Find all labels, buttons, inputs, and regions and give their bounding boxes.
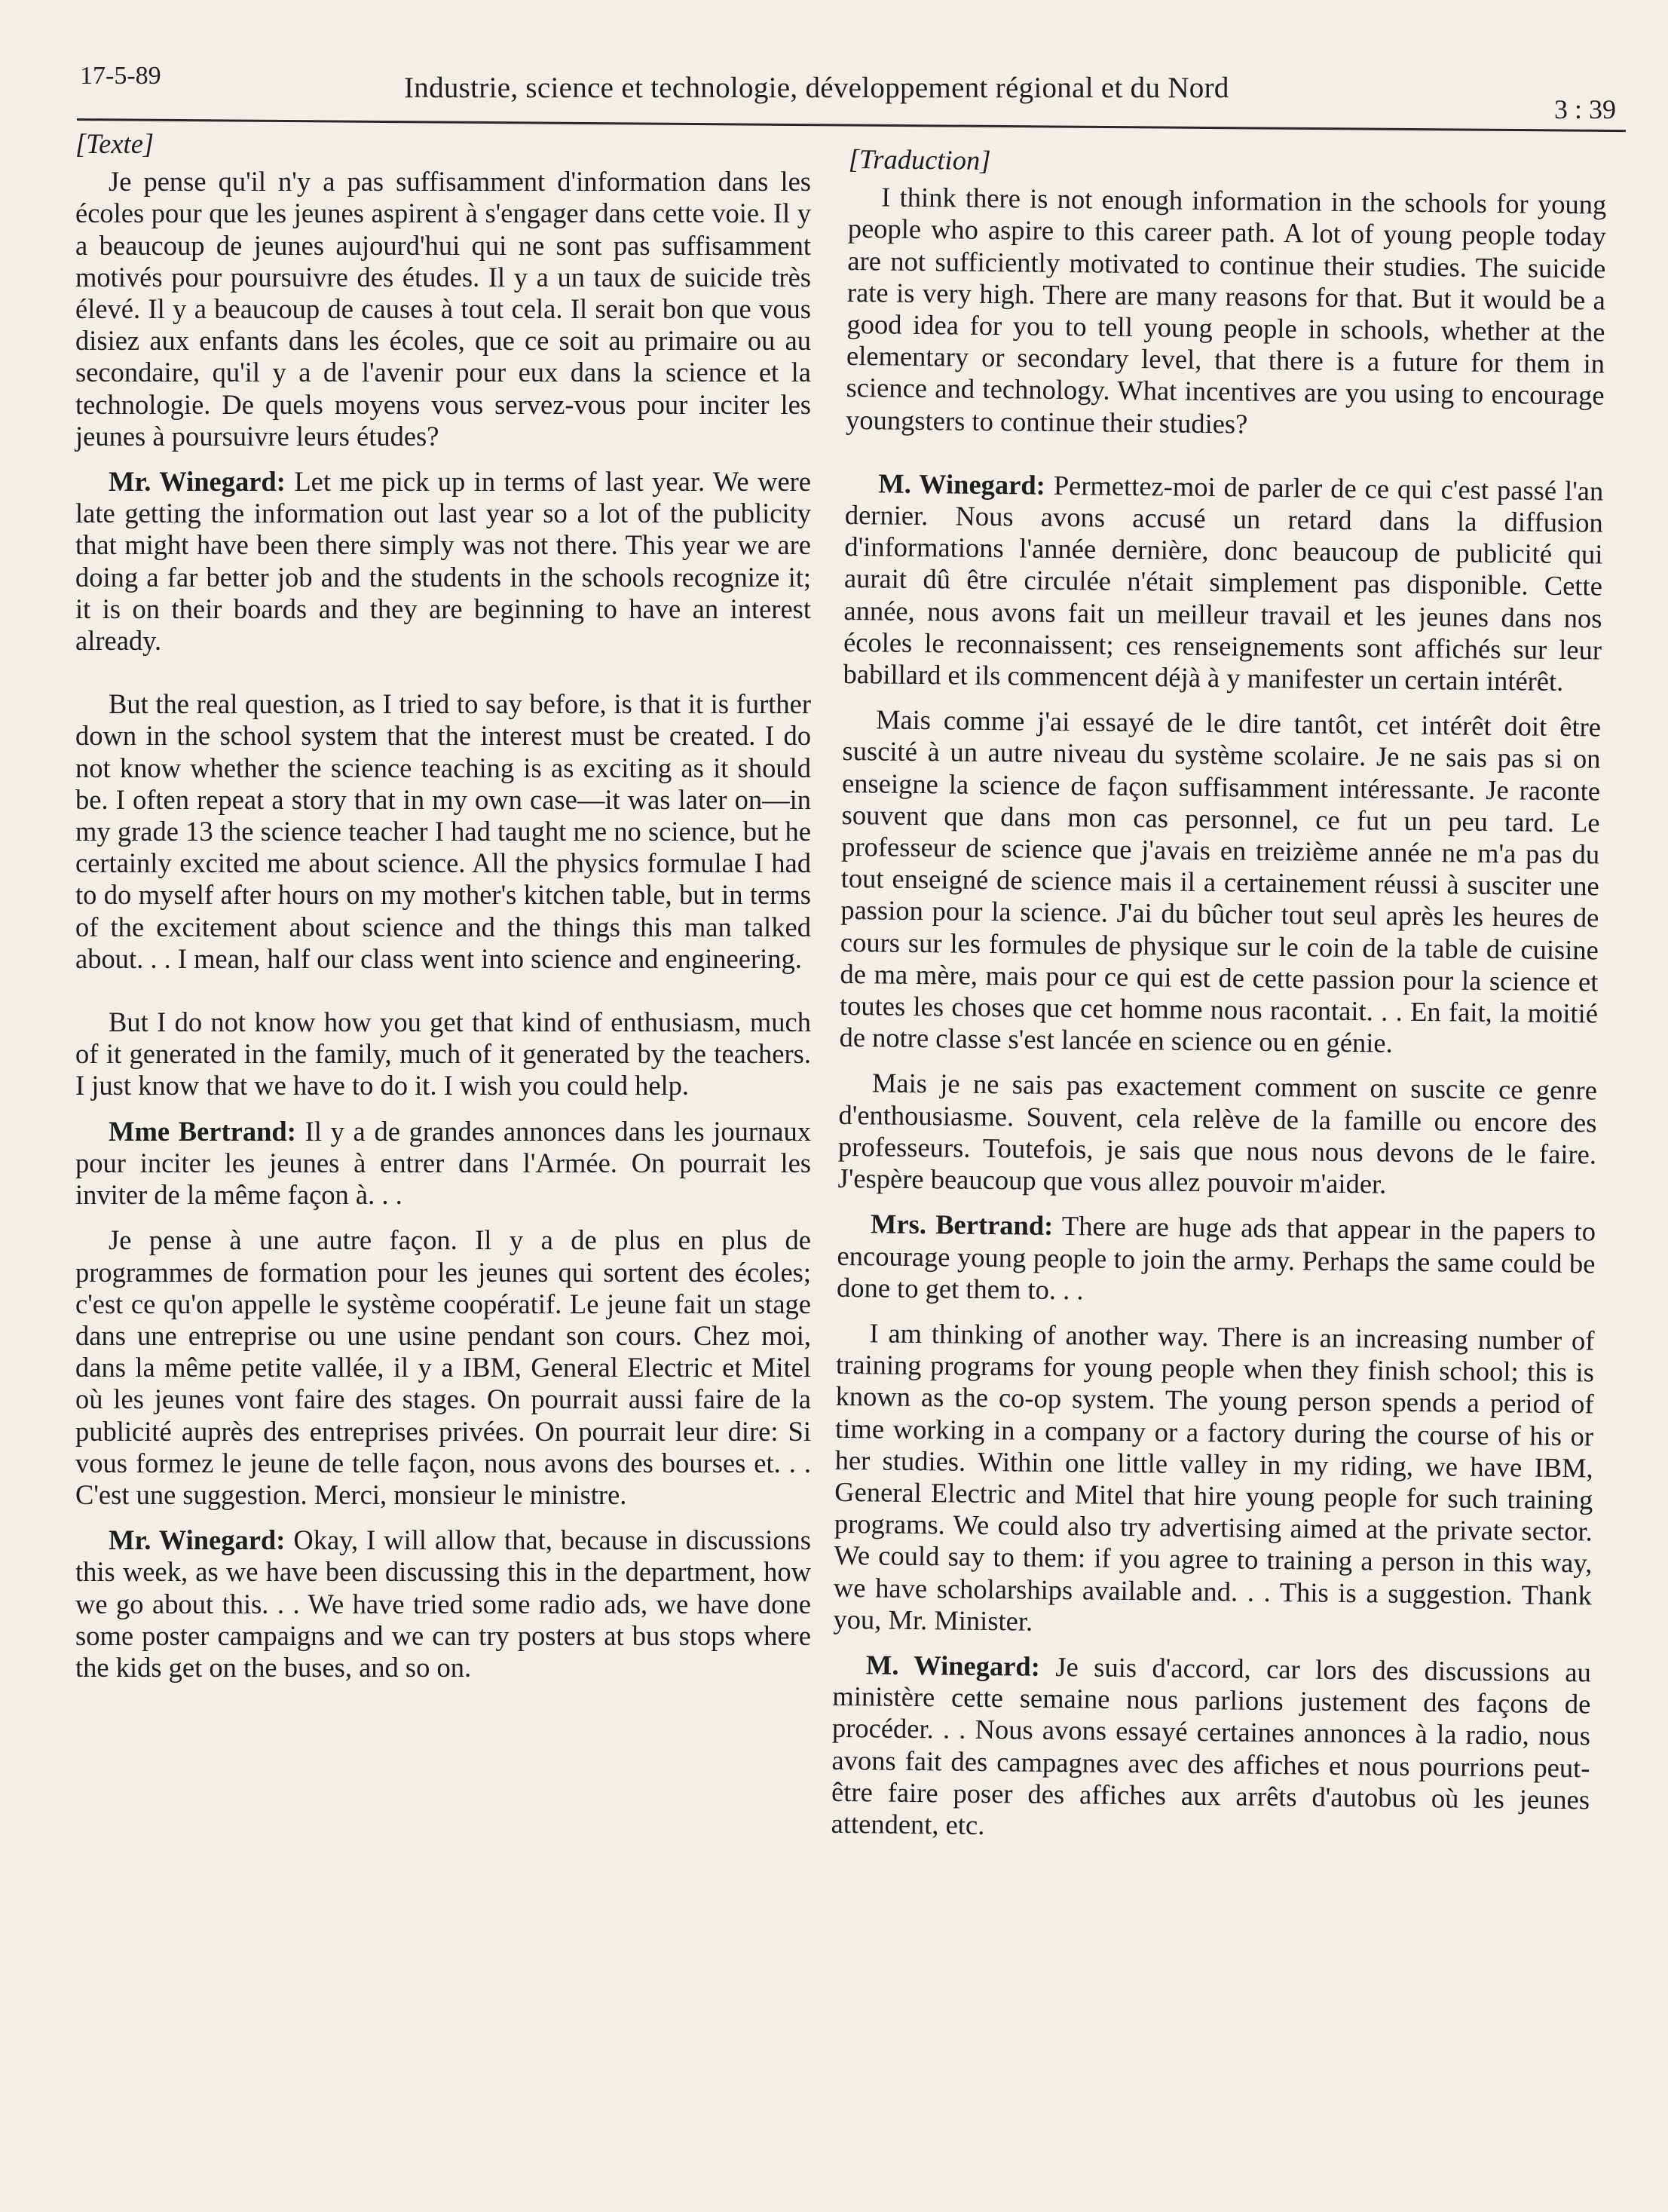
header-date: 17-5-89: [80, 62, 161, 90]
paragraph: [837, 1067, 1597, 1202]
left-column-label: [Texte]: [75, 128, 155, 159]
header-title: Industrie, science et technologie, développement régional et du Nord: [404, 72, 1229, 104]
paragraph-text: Let me pick up in terms of last year. We were late getting the information out last year so a lot of the publicity that might have been there simply was not there. This year we are doing a far better job and the students in the schools recognize it; it is on their boards and they are beginning to have an interest already.: [75, 466, 812, 657]
paragraph-text: I am thinking of another way. There is an increasing number of training programs for young people when they finish school; this is known as the co-op system. The young person spends a period of time working in a company or a factory during the course of his or her studies. Within one little valley in my riding, we have IBM, General Electric and Mitel that hire young people for such training programs. We could also try advertising aimed at the private sector. We could say to them: if you agree to training a person in this way, we have scholarships available and. . . This is a suggestion. Thank you, Mr. Minister.: [833, 1317, 1595, 1637]
speaker-name: Mrs. Bertrand:: [870, 1208, 1054, 1242]
paragraph: [843, 467, 1603, 698]
speaker-name: M. Winegard:: [865, 1649, 1041, 1682]
paragraph-text: But I do not know how you get that kind of enthusiasm, much of it generated in the family, much of it generated by the teachers. I just know that we have to do it. I wish you could help.: [75, 1006, 811, 1101]
paragraph: [75, 166, 811, 452]
page-number: 3 : 39: [1554, 94, 1617, 124]
paragraph-text: Mais je ne sais pas exactement comment on suscite ce genre d'enthousiasme. Souvent, cela relève de la famille ou encore des professeurs. Toutefois, je sais que nous nous devons de le faire. J'espère beaucoup que vous allez pouvoir m'aider.: [837, 1067, 1598, 1199]
paragraph-text: But the real question, as I tried to say before, is that it is further down in the school system that the interest must be created. I do not know whether the science teaching is as exciting as it should be. I often repeat a story that in my own case—it was later on—in my grade 13 the science teacher I had taught me no science, but he certainly excited me about science. All the physics formulae I had to do myself after hours on my mother's kitchen table, but in terms of the excitement about science and the things this man talked about. . . I mean, half our class went into science and engineering.: [75, 688, 811, 974]
paragraph-text: Okay, I will allow that, because in discussions this week, as we have been discussing this in the department, how we go about this. . . We have tried some radio ads, we have done some poster campaigns and we can try posters at bus stops where the kids get on the buses, and so on.: [75, 1524, 811, 1683]
paragraph: [833, 1317, 1594, 1644]
paragraph: [75, 1224, 811, 1511]
paragraph-text: Je suis d'accord, car lors des discussions au ministère cette semaine nous parlions justement des façons de procéder. . . Nous avons essayé certaines annonces à la radio, nous avons fait des campagnes avec des affiches et nous pourrions peut-être faire poser des affiches aux arrêts d'autobus où les jeunes attendent, etc.: [831, 1650, 1592, 1840]
speaker-name: Mr. Winegard:: [109, 1524, 286, 1556]
paragraph-text: Permettez-moi de parler de ce qui c'est passé l'an dernier. Nous avons accusé un retard dans la diffusion d'informations l'année dernière, donc beaucoup de publicité qui aurait dû être circulée n'était simplement pas disponible. Cette année, nous avons fait un meilleur travail et les jeunes dans nos écoles le reconnaissent; ces renseignements sont affichés sur leur babillard et ils commencent déjà à y manifester un certain intérêt.: [843, 469, 1604, 697]
paragraph: [75, 1524, 811, 1684]
left-column: [75, 128, 811, 1697]
paragraph: [839, 703, 1601, 1062]
speaker-name: Mr. Winegard:: [109, 466, 286, 498]
paragraph-text: Mais comme j'ai essayé de le dire tantôt, cet intérêt doit être suscité à un autre niveau du système scolaire. Je ne sais pas si on enseigne la science de façon suffisamment intéressante. Je raconte souvent que dans mon cas personnel, ce fut un peu tard. Le professeur de science que j'avais en treizième année ne m'a pas du tout enseigné de science mais il a certainement réussi à susciter une passion pour la science. J'ai du bûcher tout seul après les heures de cours sur les formules de physique sur le coin de la table de cuisine de ma mère, mais pour ce qui est de cette passion pour la science et toutes les choses que cet homme nous racontait. . . En fait, la moitié de notre classe s'est lancée en science ou en génie.: [839, 703, 1602, 1059]
paragraph-text: I think there is not enough information in the schools for young people who aspire to this career path. A lot of young people today are not sufficiently motivated to continue their studies. The suicide rate is very high. There are many reasons for that. But it would be a good idea for you to tell young people in schools, whether at the elementary or secondary level, that there is a future for them in science and technology. What incentives are you using to encourage youngsters to continue their studies?: [845, 181, 1607, 440]
paragraph: [831, 1649, 1591, 1848]
speaker-name: Mme Bertrand:: [109, 1115, 296, 1147]
paragraph: [75, 688, 811, 975]
paragraph-text: Je pense qu'il n'y a pas suffisamment d'information dans les écoles pour que les jeunes aspirent à s'engager dans cette voie. Il y a beaucoup de jeunes aujourd'hui qui ne sont pas suffisamment motivés pour poursuivre des études. Il y a un taux de suicide très élevé. Il y a beaucoup de causes à tout cela. Il serait bon que vous disiez aux enfants dans les écoles, que ce soit au primaire ou au secondaire, qu'il y a de l'avenir pour eux dans la science et la technologie. De quels moyens vous servez-vous pour inciter les jeunes à poursuivre leurs études?: [75, 166, 811, 452]
right-column: [831, 143, 1607, 1861]
speaker-name: M. Winegard:: [878, 467, 1046, 501]
paragraph: [75, 1006, 811, 1102]
right-column-label: [Traduction]: [848, 143, 991, 176]
paragraph: [837, 1208, 1596, 1311]
paragraph-text: Il y a de grandes annonces dans les journaux pour inciter les jeunes à entrer dans l'Armée. On pourrait les inviter de la même façon à. . .: [75, 1115, 811, 1211]
paragraph: [75, 466, 811, 657]
paragraph: [846, 181, 1606, 443]
paragraph: [75, 1116, 811, 1212]
paragraph-text: Je pense à une autre façon. Il y a de plus en plus de programmes de formation pour les jeunes qui sortent des écoles; c'est ce qu'on appelle le système coopératif. Le jeune fait un stage dans une entreprise ou une usine pendant son cours. Chez moi, dans la même petite vallée, il y a IBM, General Electric et Mitel où les jeunes vont faire des stages. On pourrait aussi faire de la publicité auprès des entreprises privées. On pourrait leur dire: Si vous formez le jeune de telle façon, nous avons des bourses et. . . C'est une suggestion. Merci, monsieur le ministre.: [75, 1224, 811, 1510]
paragraph-text: There are huge ads that appear in the papers to encourage young people to join the army. Perhaps the same could be done to get them to. . .: [836, 1210, 1596, 1306]
